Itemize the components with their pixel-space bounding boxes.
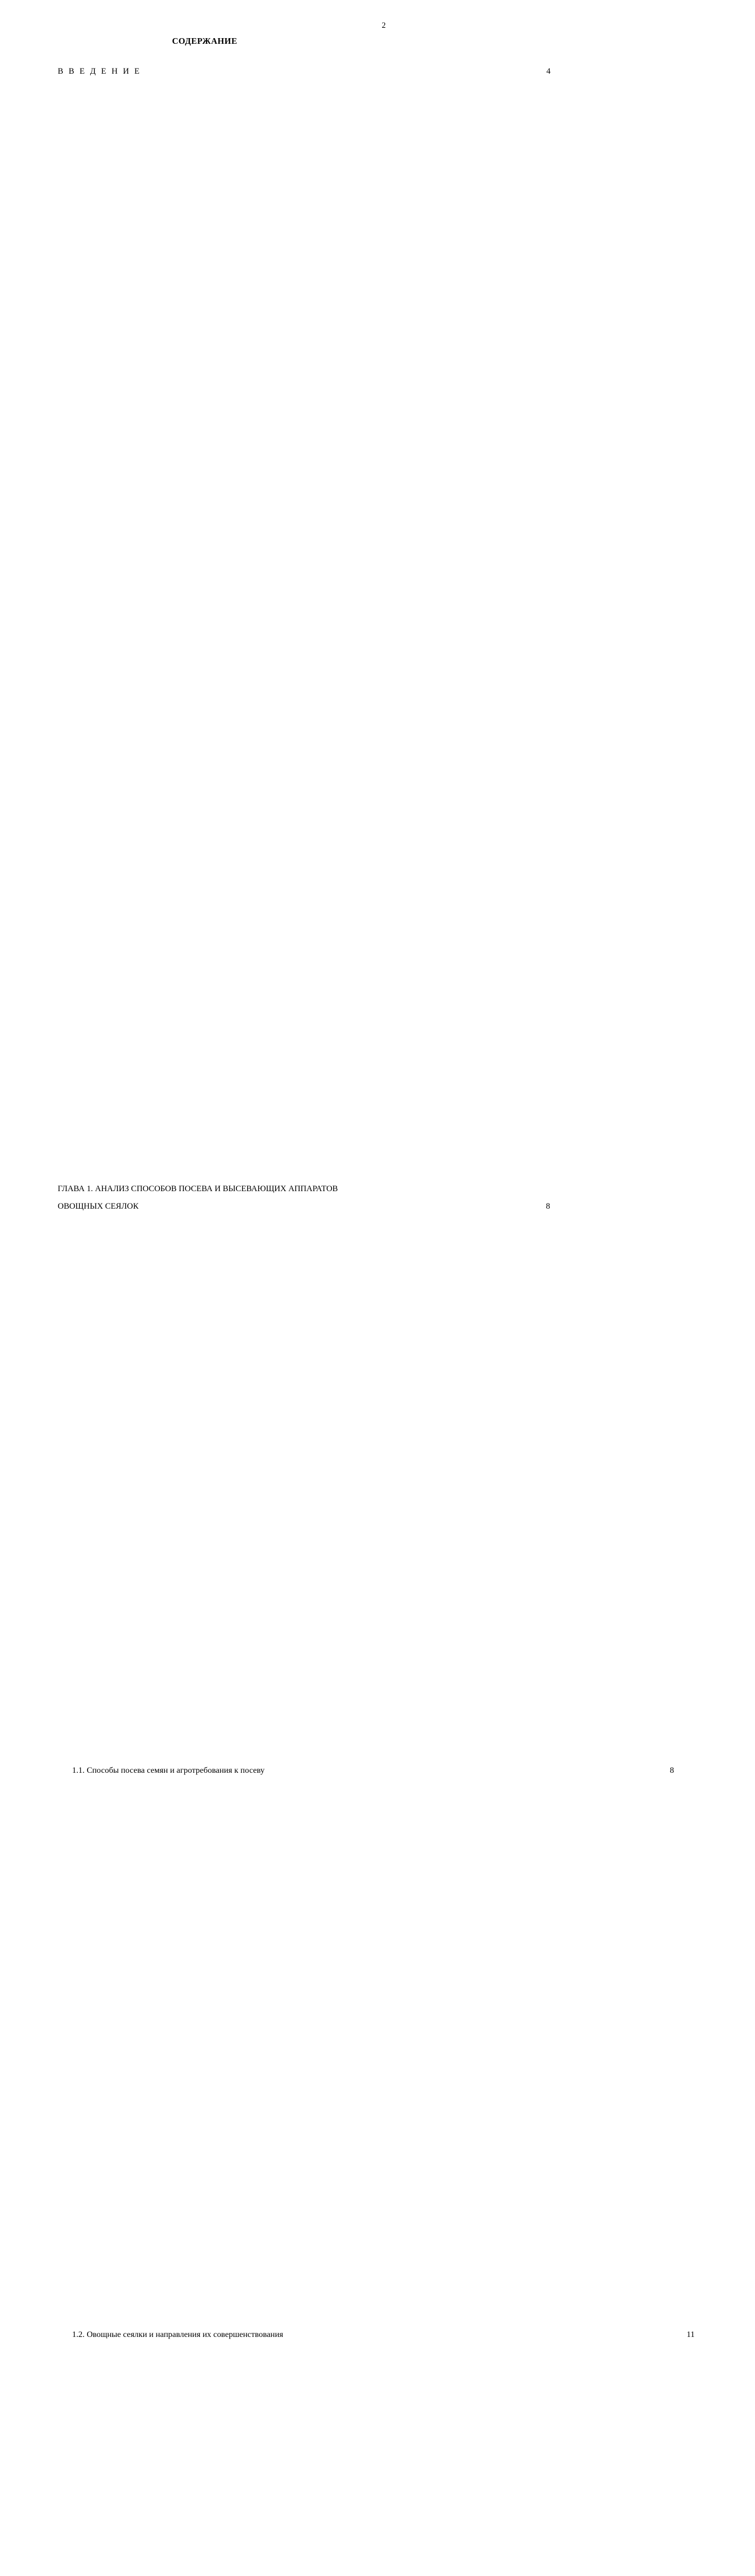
toc-entry-page-number: 11 bbox=[285, 2326, 695, 2576]
toc-entry-label: В В Е Д Е Н И Е bbox=[58, 63, 141, 80]
toc-entry-label: 1.1. Способы посева семян и агротребования к посеву bbox=[72, 1762, 265, 1780]
toc-entry[interactable] bbox=[58, 63, 382, 627]
toc-entry[interactable] bbox=[58, 1198, 382, 1762]
toc-entry[interactable] bbox=[58, 2326, 382, 2576]
toc-entry-label: ГЛАВА 1. АНАЛИЗ СПОСОБОВ ПОСЕВА И ВЫСЕВАЮЩИХ АППАРАТОВ bbox=[58, 1180, 338, 1198]
toc-entry-page-number: 8 bbox=[141, 1198, 550, 1762]
table-of-contents bbox=[58, 63, 382, 2576]
toc-entry[interactable] bbox=[58, 627, 382, 1198]
toc-entry[interactable] bbox=[58, 1762, 382, 2326]
document-page bbox=[0, 0, 409, 564]
toc-entry-label: ОВОЩНЫХ СЕЯЛОК bbox=[58, 1198, 141, 1215]
page-number: 2 bbox=[382, 22, 386, 30]
toc-entry-page-number: 4 bbox=[141, 63, 551, 627]
page-title: СОДЕРЖАНИЕ bbox=[0, 36, 409, 46]
toc-entry-page-number: 8 bbox=[265, 1762, 674, 2326]
toc-entry-label: 1.2. Овощные сеялки и направления их совершенствования bbox=[72, 2326, 285, 2344]
toc-entry-page-number bbox=[338, 627, 747, 1191]
